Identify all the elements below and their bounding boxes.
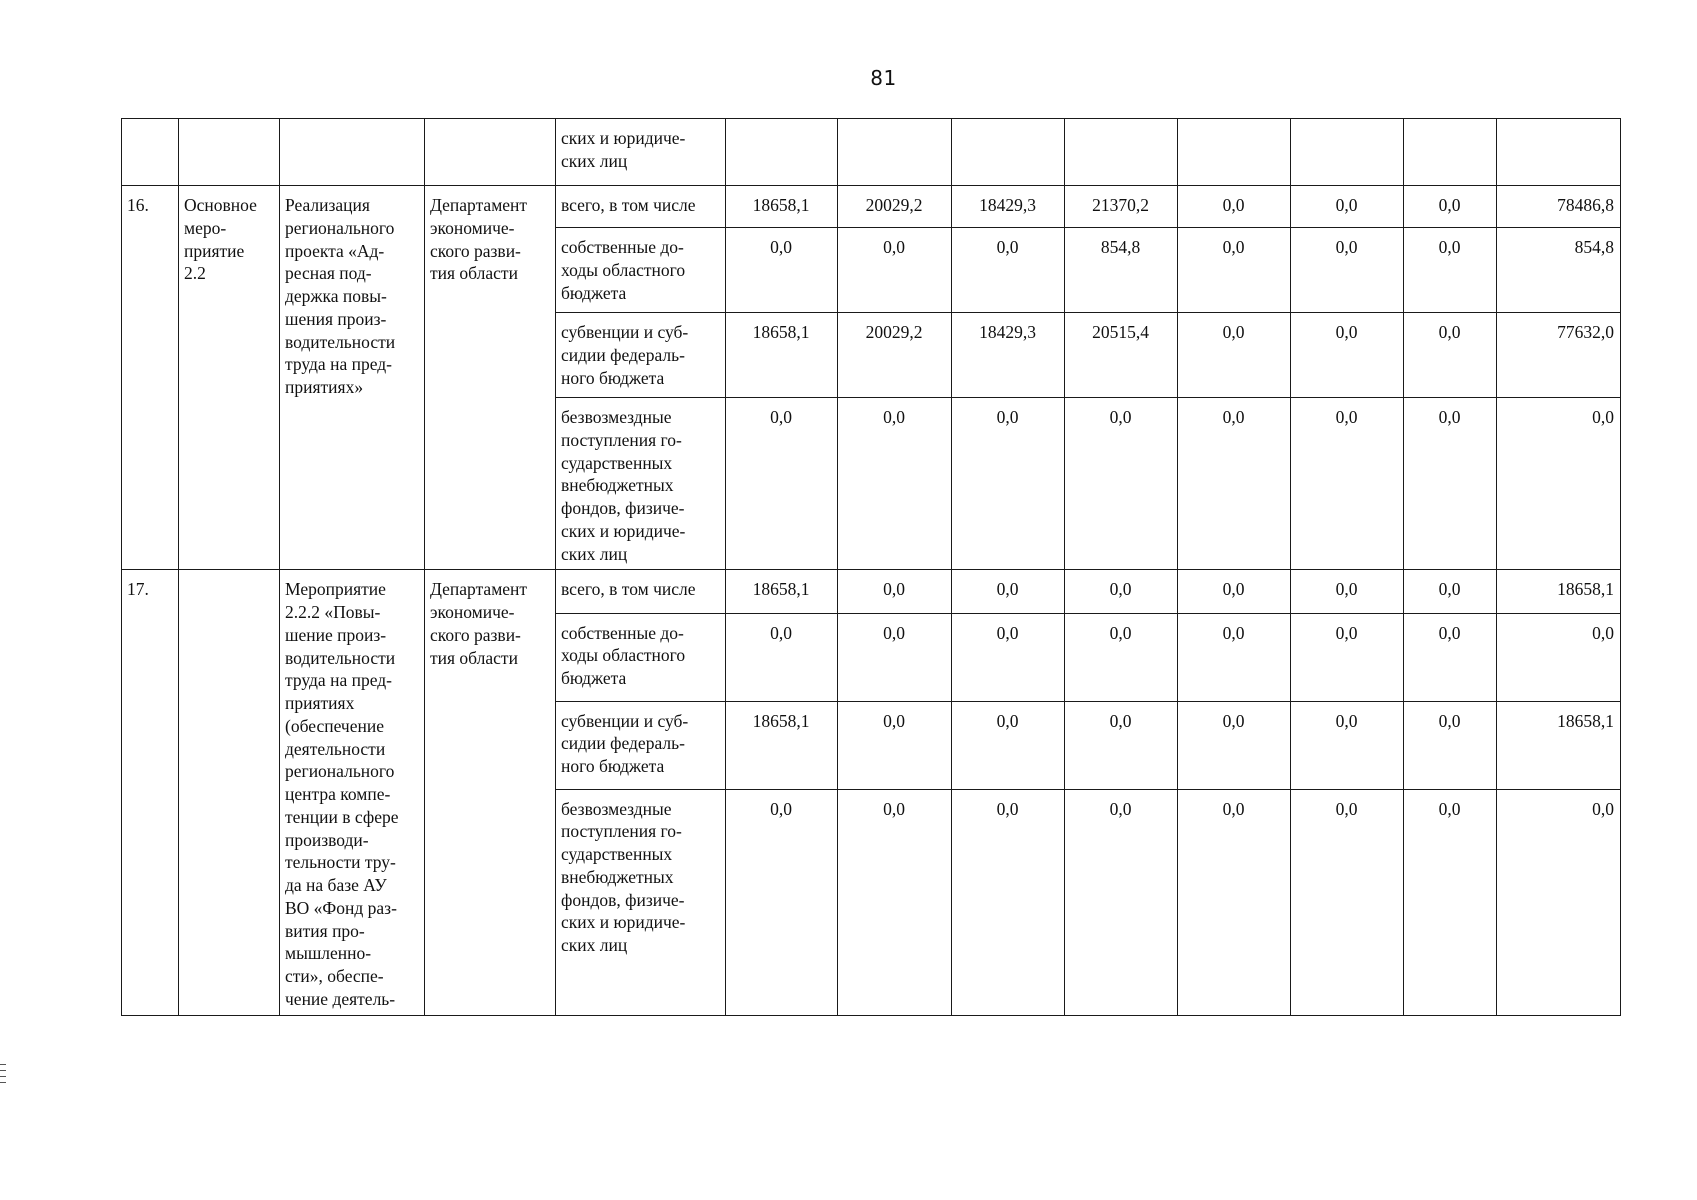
source-cell: безвозмездные поступления го- сударственных внебюджетных фондов, физиче- ских и юридиче- ских лиц — [556, 398, 726, 570]
status-cell: Основное меро- приятие 2.2 — [179, 186, 280, 570]
status-cell — [179, 570, 280, 1015]
value-cell: 0,0 — [1291, 789, 1404, 1015]
value-cell: 0,0 — [726, 789, 838, 1015]
value-cell: 0,0 — [1404, 570, 1497, 613]
value-cell: 0,0 — [1497, 789, 1621, 1015]
value-cell — [1404, 119, 1497, 186]
value-cell: 18429,3 — [952, 186, 1065, 228]
value-cell: 21370,2 — [1065, 186, 1178, 228]
value-cell: 0,0 — [1178, 570, 1291, 613]
value-cell — [838, 119, 952, 186]
value-cell: 0,0 — [838, 789, 952, 1015]
value-cell: 0,0 — [1497, 398, 1621, 570]
row-number: 17. — [122, 570, 179, 1015]
value-cell: 0,0 — [1178, 613, 1291, 701]
source-cell: всего, в том числе — [556, 186, 726, 228]
name-cell: Мероприятие 2.2.2 «Повы- шение произ- водительности труда на пред- приятиях (обеспечение деятельности регионального центра компе- тенции в сфере производи- тельности тру- да на базе АУ ВО «Фонд раз- вития про- мышленно- сти», обеспе- чение деятель- — [280, 570, 425, 1015]
value-cell: 0,0 — [1291, 570, 1404, 613]
value-cell: 0,0 — [1178, 701, 1291, 789]
source-cell: собственные до- ходы областного бюджета — [556, 228, 726, 313]
value-cell: 20029,2 — [838, 186, 952, 228]
table-body — [122, 119, 1621, 1016]
executor-cell: Департамент экономиче- ского разви- тия области — [425, 570, 556, 1015]
value-cell: 18658,1 — [1497, 570, 1621, 613]
page-number: 81 — [870, 66, 897, 90]
value-cell: 0,0 — [1178, 398, 1291, 570]
value-cell: 0,0 — [726, 613, 838, 701]
value-cell: 18658,1 — [726, 186, 838, 228]
value-cell: 0,0 — [1404, 789, 1497, 1015]
value-cell: 0,0 — [1404, 701, 1497, 789]
table-row-continuation — [122, 119, 1621, 186]
value-cell: 0,0 — [1291, 398, 1404, 570]
value-cell: 0,0 — [1065, 613, 1178, 701]
value-cell: 0,0 — [952, 789, 1065, 1015]
value-cell: 0,0 — [1065, 398, 1178, 570]
empty-cell — [122, 119, 179, 186]
value-cell: 0,0 — [726, 398, 838, 570]
value-cell: 0,0 — [1178, 313, 1291, 398]
value-cell: 0,0 — [1065, 570, 1178, 613]
value-cell: 0,0 — [1404, 228, 1497, 313]
value-cell: 18429,3 — [952, 313, 1065, 398]
budget-table — [121, 118, 1621, 1016]
value-cell: 0,0 — [1178, 789, 1291, 1015]
empty-cell — [179, 119, 280, 186]
value-cell — [1497, 119, 1621, 186]
value-cell: 0,0 — [1291, 228, 1404, 313]
source-cell: безвозмездные поступления го- сударственных внебюджетных фондов, физиче- ских и юридиче- ских лиц — [556, 789, 726, 1015]
source-cell: собственные до- ходы областного бюджета — [556, 613, 726, 701]
value-cell: 78486,8 — [1497, 186, 1621, 228]
table-row — [122, 570, 1621, 613]
table-row — [122, 186, 1621, 228]
value-cell: 0,0 — [952, 228, 1065, 313]
value-cell: 0,0 — [1404, 186, 1497, 228]
source-cell: субвенции и суб- сидии федераль- ного бюджета — [556, 313, 726, 398]
value-cell: 0,0 — [1178, 228, 1291, 313]
value-cell: 0,0 — [838, 228, 952, 313]
value-cell: 0,0 — [1497, 613, 1621, 701]
value-cell — [1178, 119, 1291, 186]
value-cell: 0,0 — [838, 701, 952, 789]
name-cell: Реализация регионального проекта «Ад- ресная под- держка повы- шения произ- водительности труда на пред- приятиях» — [280, 186, 425, 570]
value-cell: 0,0 — [1291, 313, 1404, 398]
value-cell: 0,0 — [952, 701, 1065, 789]
scan-marks — [0, 1064, 6, 1088]
value-cell: 854,8 — [1497, 228, 1621, 313]
value-cell — [726, 119, 838, 186]
row-number: 16. — [122, 186, 179, 570]
value-cell: 0,0 — [838, 398, 952, 570]
value-cell: 0,0 — [1404, 398, 1497, 570]
value-cell: 0,0 — [1291, 701, 1404, 789]
value-cell: 0,0 — [1291, 613, 1404, 701]
value-cell: 0,0 — [952, 570, 1065, 613]
source-cell: всего, в том числе — [556, 570, 726, 613]
source-cell: ских и юридиче- ских лиц — [556, 119, 726, 186]
empty-cell — [425, 119, 556, 186]
value-cell: 0,0 — [1291, 186, 1404, 228]
value-cell — [1291, 119, 1404, 186]
value-cell: 0,0 — [1178, 186, 1291, 228]
value-cell: 854,8 — [1065, 228, 1178, 313]
value-cell: 0,0 — [1404, 313, 1497, 398]
value-cell: 0,0 — [838, 613, 952, 701]
value-cell: 20515,4 — [1065, 313, 1178, 398]
empty-cell — [280, 119, 425, 186]
value-cell: 0,0 — [952, 398, 1065, 570]
value-cell: 18658,1 — [1497, 701, 1621, 789]
executor-cell: Департамент экономиче- ского разви- тия области — [425, 186, 556, 570]
value-cell: 18658,1 — [726, 570, 838, 613]
value-cell — [1065, 119, 1178, 186]
value-cell: 0,0 — [1404, 613, 1497, 701]
value-cell: 18658,1 — [726, 701, 838, 789]
value-cell: 0,0 — [726, 228, 838, 313]
value-cell: 20029,2 — [838, 313, 952, 398]
source-cell: субвенции и суб- сидии федераль- ного бюджета — [556, 701, 726, 789]
value-cell — [952, 119, 1065, 186]
value-cell: 0,0 — [952, 613, 1065, 701]
value-cell: 0,0 — [1065, 789, 1178, 1015]
value-cell: 77632,0 — [1497, 313, 1621, 398]
value-cell: 0,0 — [838, 570, 952, 613]
value-cell: 0,0 — [1065, 701, 1178, 789]
value-cell: 18658,1 — [726, 313, 838, 398]
